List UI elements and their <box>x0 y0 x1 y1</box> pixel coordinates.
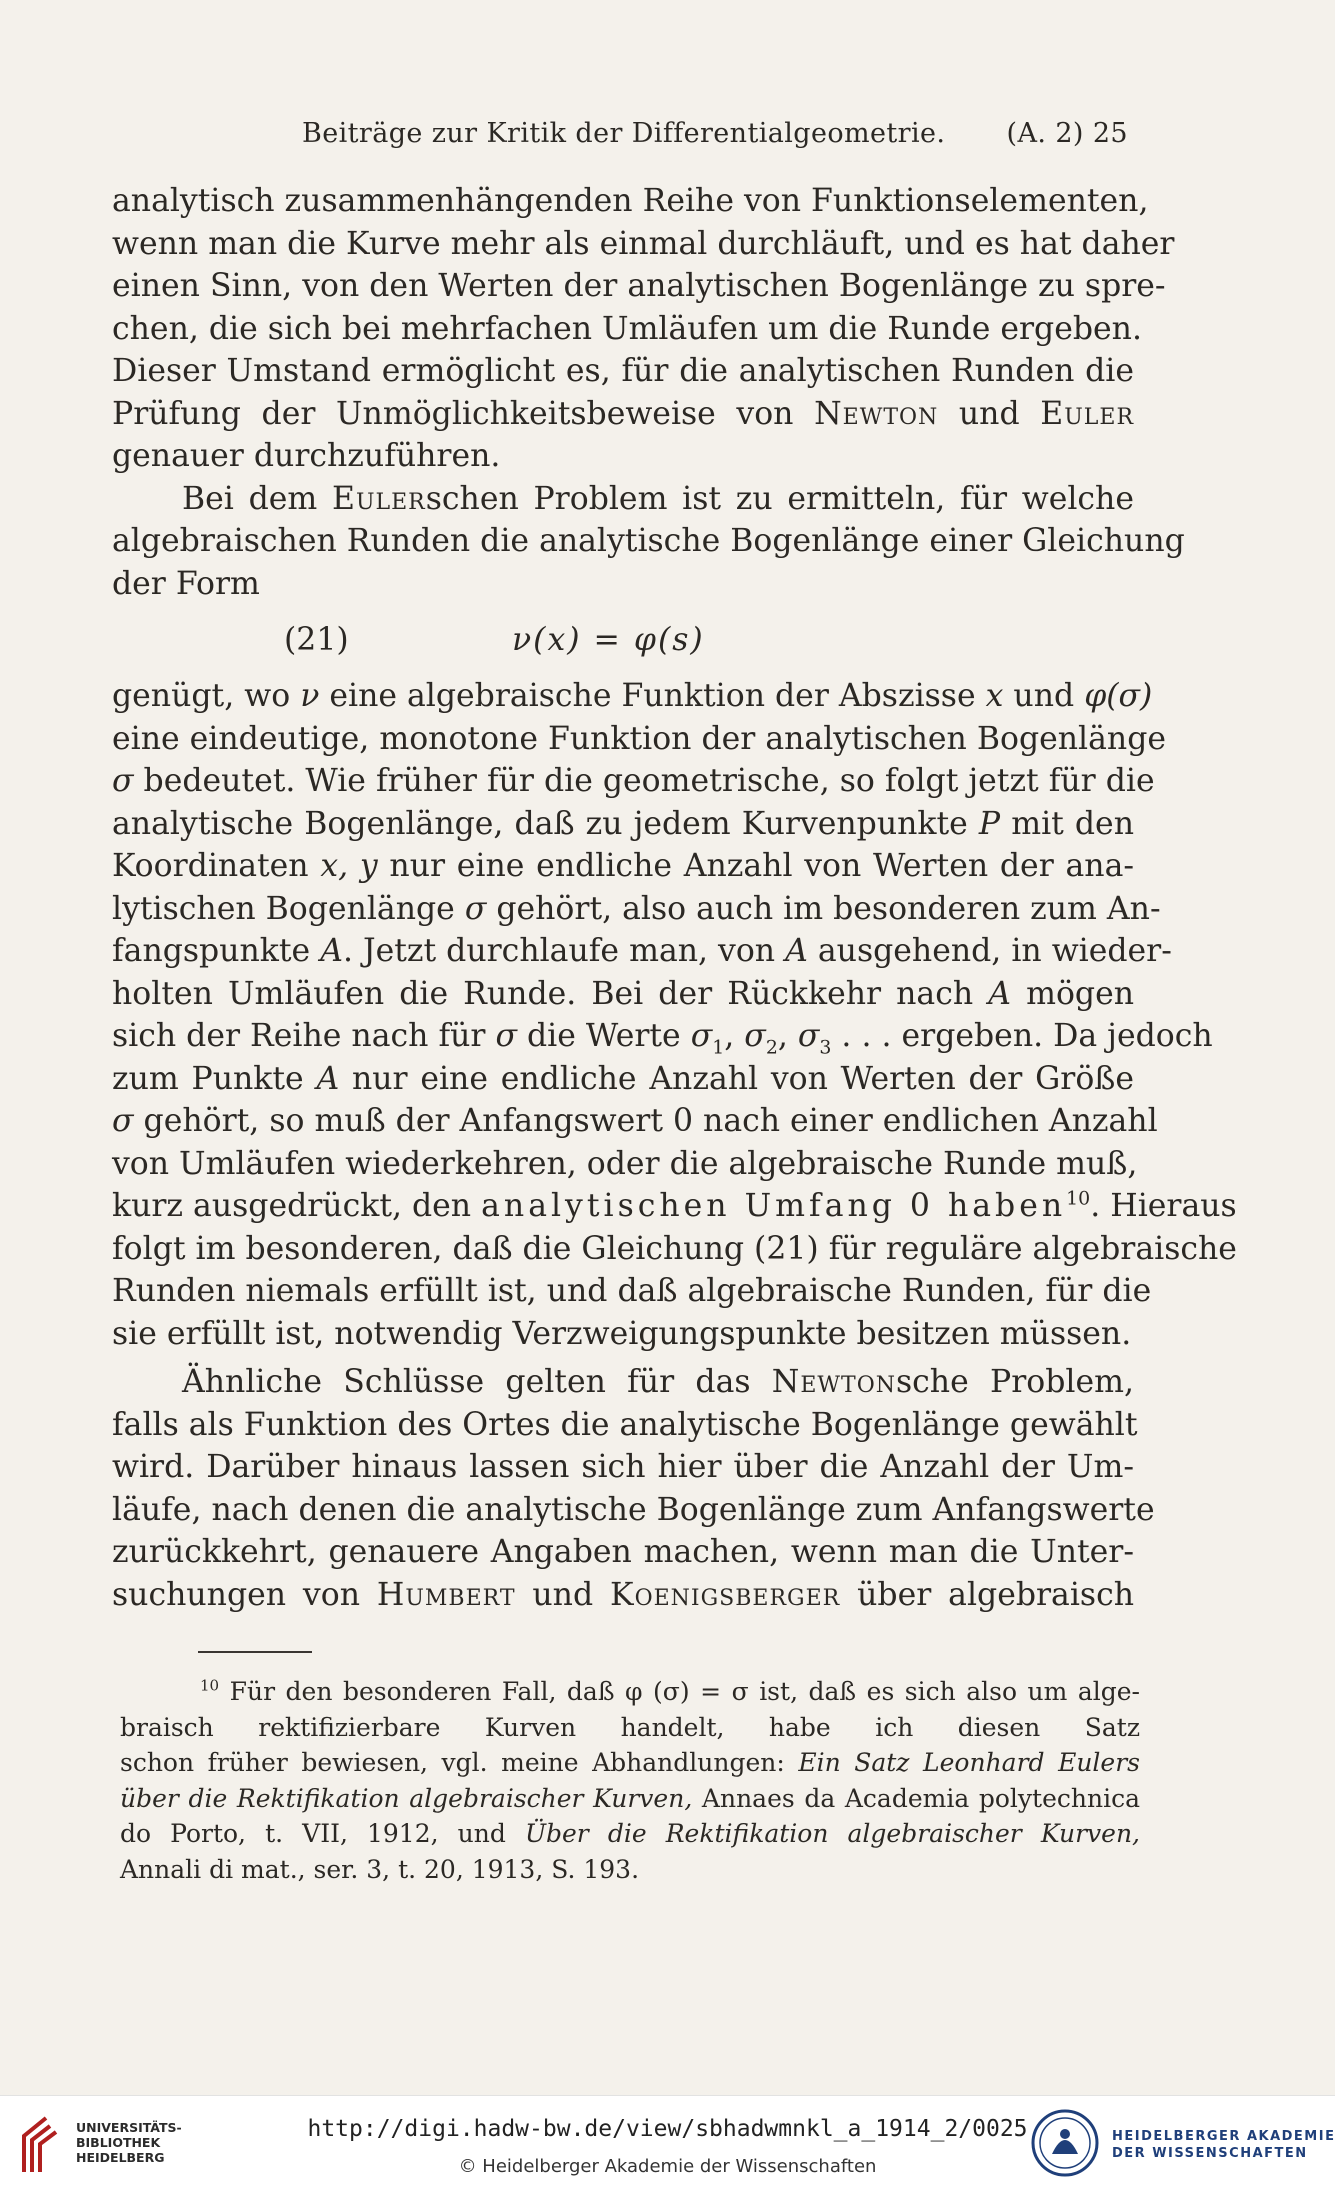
text-line: Ähnliche Schlüsse gelten für das Newtonsche Problem, <box>182 1364 1134 1400</box>
running-title: Beiträge zur Kritik der Differentialgeometrie. <box>302 118 946 149</box>
text-line: Bei dem Eulerschen Problem ist zu ermitteln, für welche <box>182 480 1134 517</box>
footnote <box>120 1674 1140 1887</box>
text-line: läufe, nach denen die analytische Bogenlänge zum Anfangswerte <box>112 1491 1155 1528</box>
name-koenigsberger: Koenigsberger <box>610 1576 841 1613</box>
text-line: kurz ausgedrückt, den analytischen Umfang 0 haben$^{10}$. Hieraus <box>112 1187 1237 1224</box>
text-line: einen Sinn, von den Werten der analytischen Bogenlänge zu spre- <box>112 268 1166 304</box>
text-line: suchungen von Humbert und Koenigsberger über algebraisch <box>112 1576 1135 1613</box>
footnote-marker: 10 <box>200 1676 220 1695</box>
text-line: fangspunkte A. Jetzt durchlaufe man, von A ausgehend, in wieder- <box>112 933 1172 969</box>
text-line: von Umläufen wiederkehren, oder die algebraische Runde muß, <box>112 1145 1138 1182</box>
academy-seal-icon <box>1030 2108 1100 2178</box>
name-newton: Newton <box>814 395 939 432</box>
text-line: genauer durchzuführen. <box>112 438 501 474</box>
page-number: (A. 2) 25 <box>1006 118 1128 149</box>
text-line: sie erfüllt ist, notwendig Verzweigungspunkte besitzen müssen. <box>112 1315 1132 1352</box>
footnote-line: Annali di mat., ser. 3, t. 20, 1913, S. 193. <box>120 1854 640 1884</box>
text-line: chen, die sich bei mehrfachen Umläufen um die Runde ergeben. <box>112 310 1142 347</box>
text-line: analytische Bogenlänge, daß zu jedem Kurvenpunkte P mit den <box>112 805 1134 842</box>
text-line: analytisch zusammenhängenden Reihe von Funktionselementen, <box>112 183 1149 219</box>
name-euler: Euler <box>331 480 426 517</box>
equation-number: (21) <box>284 622 349 658</box>
text-line: σ bedeutet. Wie früher für die geometrische, so folgt jetzt für die <box>112 763 1155 799</box>
footnote-line: $^{10}$ Für den besonderen Fall, daß φ (σ) = σ ist, daß es sich also um alge- <box>200 1676 1141 1706</box>
footnote-line: braisch rektifizierbare Kurven handelt, habe ich diesen Satz <box>120 1712 1140 1742</box>
text-line: lytischen Bogenlänge σ gehört, also auch im besonderen zum An- <box>112 890 1161 927</box>
permalink-url[interactable]: http://digi.hadw-bw.de/view/sbhadwmnkl_a_1914_2/0025 <box>307 2116 1028 2142</box>
text-line: genügt, wo ν eine algebraische Funktion der Abszisse x und φ(σ) <box>112 678 1153 714</box>
footnote-line: do Porto, t. VII, 1912, und Über die Rektifikation algebraischer Kurven, <box>120 1819 1140 1848</box>
equation-formula: ν(x) = φ(s) <box>512 622 705 658</box>
text-line: wenn man die Kurve mehr als einmal durchläuft, und es hat daher <box>112 225 1175 262</box>
university-library-name: UNIVERSITÄTS- BIBLIOTHEK HEIDELBERG <box>76 2120 182 2165</box>
footnote-line: über die Rektifikation algebraischer Kurven, Annaes da Academia polytechnica <box>120 1783 1140 1813</box>
academy-name: HEIDELBERGER AKADEMIE DER WISSENSCHAFTEN <box>1112 2129 1335 2161</box>
text-line: Dieser Umstand ermöglicht es, für die analytischen Runden die <box>112 353 1134 389</box>
spaced-emphasis: analytischen Umfang 0 haben <box>481 1188 1067 1224</box>
equation-21 <box>112 611 1134 663</box>
text-line: algebraischen Runden die analytische Bogenlänge einer Gleichung <box>112 523 1185 559</box>
copyright-notice: © Heidelberger Akademie der Wissenschaften <box>458 2156 877 2177</box>
name-euler: Euler <box>1040 395 1135 432</box>
text-line: der Form <box>112 565 260 602</box>
text-line: zurückkehrt, genauere Angaben machen, wenn man die Unter- <box>112 1534 1134 1570</box>
footnote-rule <box>198 1651 312 1653</box>
text-line: folgt im besonderen, daß die Gleichung (21) für reguläre algebraische <box>112 1230 1237 1267</box>
name-newton: Newton <box>771 1364 896 1400</box>
footnote-line: schon früher bewiesen, vgl. meine Abhandlungen: Ein Satz Leonhard Eulers <box>120 1748 1140 1777</box>
running-head <box>302 118 1128 149</box>
viewer-footer <box>0 2095 1335 2191</box>
text-line: zum Punkte A nur eine endliche Anzahl von Werten der Größe <box>112 1060 1134 1097</box>
text-line: holten Umläufen die Runde. Bei der Rückkehr nach A mögen <box>112 975 1135 1012</box>
text-line: Runden niemals erfüllt ist, und daß algebraische Runden, für die <box>112 1273 1152 1309</box>
text-line: wird. Darüber hinaus lassen sich hier über die Anzahl der Um- <box>112 1449 1134 1485</box>
text-line: σ gehört, so muß der Anfangswert 0 nach einer endlichen Anzahl <box>112 1103 1158 1139</box>
text-line: Prüfung der Unmöglichkeitsbeweise von Newton und Euler <box>112 395 1135 432</box>
main-text <box>112 180 1237 1616</box>
text-line: falls als Funktion des Ortes die analytische Bogenlänge gewählt <box>112 1406 1138 1443</box>
text-line: eine eindeutige, monotone Funktion der analytischen Bogenlänge <box>112 720 1167 757</box>
name-humbert: Humbert <box>376 1576 516 1613</box>
footnote-ref: 10 <box>1066 1187 1091 1210</box>
text-line: sich der Reihe nach für σ die Werte $\sigma_1$, $\sigma_2$, $\sigma_3$ . . . ergeben. Da jedoch <box>112 1018 1213 1059</box>
text-line: Koordinaten x, y nur eine endliche Anzahl von Werten der ana- <box>112 848 1134 884</box>
